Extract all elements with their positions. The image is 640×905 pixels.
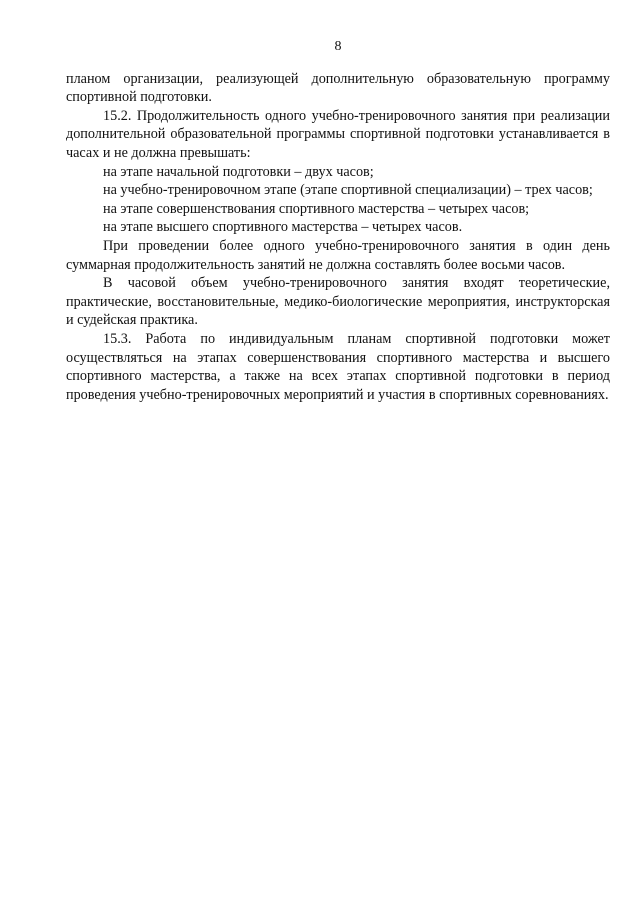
paragraph-hourly-volume: В часовой объем учебно-тренировочного занятия входят теоретические, практические, восстановительные, медико-биологические мероприятия, инструкторская и судейская практика. [66, 275, 610, 329]
page-number: 8 [334, 39, 342, 54]
list-item-improvement-stage: на этапе совершенствования спортивного мастерства – четырех часов; [103, 200, 530, 217]
paragraph-15-2: 15.2. Продолжительность одного учебно-тренировочного занятия при реализации дополнительной образовательной программы спортивной подготовки устанавливается в часах и не должна превышать: [66, 107, 610, 161]
list-item-initial-stage: на этапе начальной подготовки – двух часов; [103, 163, 374, 180]
list-item-training-stage: на учебно-тренировочном этапе (этапе спортивной специализации) – трех часов; [103, 182, 593, 199]
paragraph-15-3: 15.3. Работа по индивидуальным планам спортивной подготовки может осуществляться на этапах совершенствования спортивного мастерства и высшего спортивного мастерства, а также на всех этапах спортивной подготовки в период проведения учебно-тренировочных мероприятий и участия в спортивных соревнованиях. [66, 330, 610, 403]
paragraph-daily-limit: При проведении более одного учебно-тренировочного занятия в один день суммарная продолжительность занятий не должна составлять более восьми часов. [66, 237, 610, 273]
paragraph-continuation: планом организации, реализующей дополнительную образовательную программу спортивной подготовки. [66, 70, 610, 106]
list-item-highest-stage: на этапе высшего спортивного мастерства – четырех часов. [103, 219, 463, 236]
